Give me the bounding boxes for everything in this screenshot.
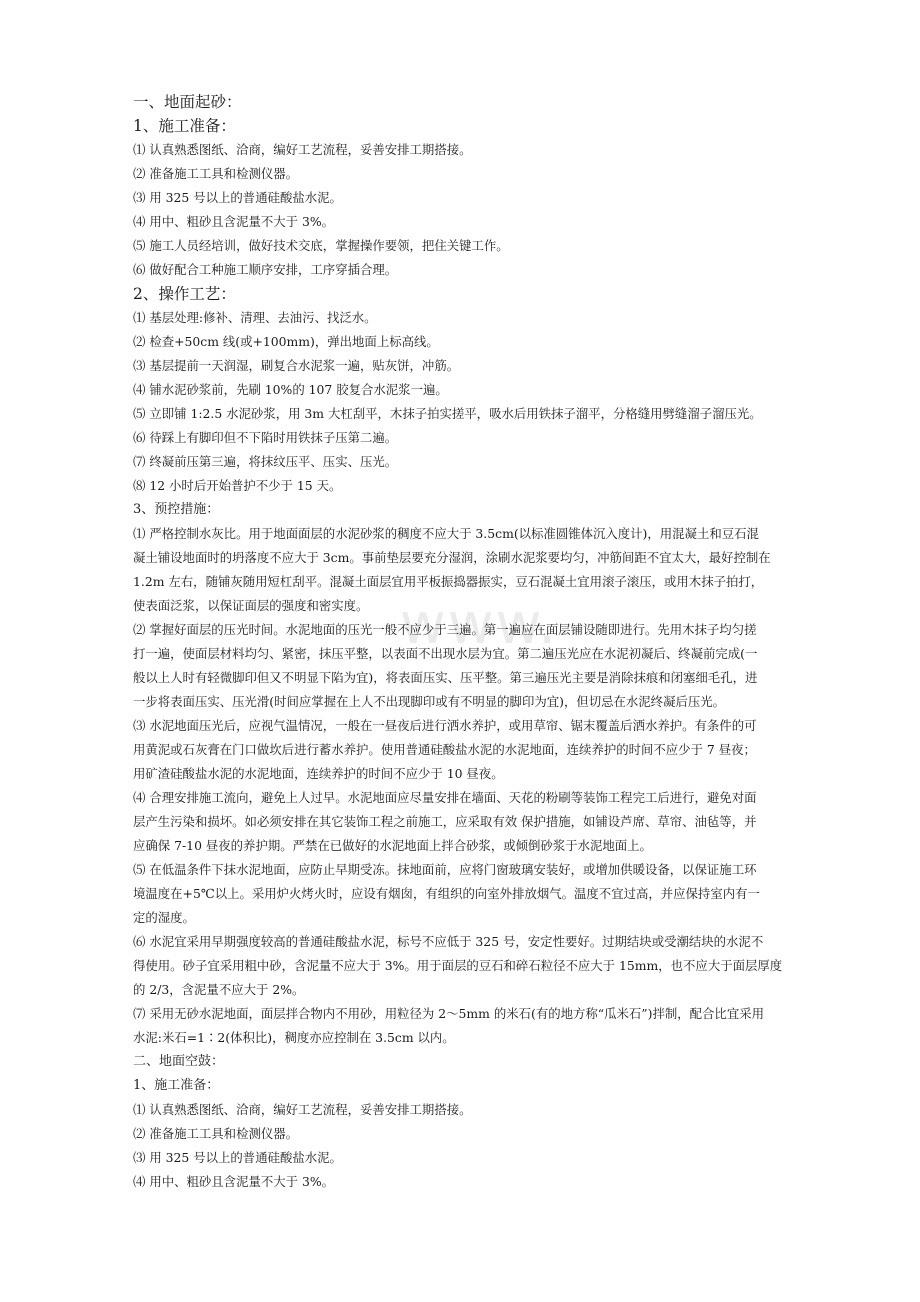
paragraph-line: 用黄泥或石灰膏在门口做坎后进行蓄水养护。使用普通硅酸盐水泥的水泥地面，连续养护的时间不应少于 7 昼夜； (133, 742, 756, 757)
paragraph-line: ⑺ 采用无砂水泥地面，面层拌合物内不用砂，用粒径为 2～5mm 的米石(有的地方称“瓜米石”)拌制，配合比宜采用 (133, 1006, 764, 1021)
paragraph-line: 使表面泛浆，以保证面层的强度和密实度。 (133, 598, 369, 613)
paragraph (133, 1002, 853, 1050)
list-item: ⑶ 用 325 号以上的普通硅酸盐水泥。 (133, 190, 342, 205)
paragraph-line: 凝土铺设地面时的坍落度不应大于 3cm。事前垫层要充分湿润，涂刷水泥浆要均匀，冲筋间距不宜太大，最好控制在 (133, 550, 771, 565)
section-1-prep-list (133, 138, 853, 282)
section-2-prep-title: 1、施工准备： (133, 1078, 220, 1093)
section-2-prep-list (133, 1098, 853, 1194)
list-item: ⑶ 基层提前一天润湿，刷复合水泥浆一遍，贴灰饼，冲筋。 (133, 358, 460, 373)
section-1-prevent-list (133, 522, 853, 1050)
list-item: ⑵ 准备施工工具和检测仪器。 (133, 1126, 299, 1141)
list-item: ⑵ 准备施工工具和检测仪器。 (133, 166, 299, 181)
list-item: ⑹ 做好配合工种施工顺序安排，工序穿插合理。 (133, 262, 398, 277)
list-item: ⑷ 用中、粗砂且含泥量不大于 3%。 (133, 214, 335, 229)
paragraph-line: 1.2m 左右，随铺灰随用短杠刮平。混凝土面层宜用平板振捣器振实，豆石混凝土宜用滚子滚压，或用木抹子拍打， (133, 574, 764, 589)
paragraph-line: 一步将表面压实、压光滑(时间应掌握在上人不出现脚印或有不明显的脚印为宜)，但切忌在水泥终凝后压光。 (133, 694, 726, 709)
paragraph-line: ⑶ 水泥地面压光后，应视气温情况，一般在一昼夜后进行洒水养护，或用草帘、锯末覆盖后洒水养护。有条件的可 (133, 718, 757, 733)
paragraph-line: 用矿渣硅酸盐水泥的水泥地面，连续养护的时间不应少于 10 昼夜。 (133, 766, 504, 781)
list-item: ⑷ 用中、粗砂且含泥量不大于 3%。 (133, 1174, 335, 1189)
section-1-process-list (133, 306, 853, 498)
section-2-title: 二、地面空鼓： (133, 1054, 225, 1069)
document-content (133, 90, 853, 1194)
paragraph-line: ⑹ 水泥宜采用早期强度较高的普通硅酸盐水泥，标号不应低于 325 号，安定性要好。过期结块或受潮结块的水泥不 (133, 934, 764, 949)
paragraph-line: ⑸ 在低温条件下抹水泥地面，应防止早期受冻。抹地面前，应将门窗玻璃安装好，或增加供暖设备，以保证施工环 (133, 862, 757, 877)
paragraph-line: 定的湿度。 (133, 910, 195, 925)
paragraph-line: ⑵ 掌握好面层的压光时间。水泥地面的压光一般不应少于三遍。第一遍应在面层铺设随即进行。先用木抹子均匀搓 (133, 622, 757, 637)
paragraph-line: 应确保 7-10 昼夜的养护期。严禁在已做好的水泥地面上拌合砂浆，或倾倒砂浆于水泥地面上。 (133, 838, 652, 853)
paragraph-line: ⑴ 严格控制水灰比。用于地面面层的水泥砂浆的稠度不应大于 3.5cm(以标准圆锥体沉入度计)，用混凝土和豆石混 (133, 526, 759, 541)
paragraph-line: 水泥:米石=1∶2(体积比)，稠度亦应控制在 3.5cm 以内。 (133, 1030, 455, 1045)
list-item: ⑵ 检查+50cm 线(或+100mm)，弹出地面上标高线。 (133, 334, 439, 349)
paragraph-line: ⑷ 合理安排施工流向，避免上人过早。水泥地面应尽量安排在墙面、天花的粉刷等装饰工程完工后进行，避免对面 (133, 790, 757, 805)
paragraph (133, 618, 853, 714)
paragraph-line: 境温度在+5℃以上。采用炉火烤火时，应设有烟囱，有组织的向室外排放烟气。温度不宜过高，并应保持室内有一 (133, 886, 760, 901)
section-1-prevent-title: 3、预控措施： (133, 502, 220, 517)
list-item: ⑸ 立即铺 1:2.5 水泥砂浆，用 3m 大杠刮平，木抹子拍实搓平，吸水后用铁抹子溜平，分格缝用劈缝溜子溜压光。 (133, 406, 762, 421)
paragraph-line: 得使用。砂子宜采用粗中砂，含泥量不应大于 3%。用于面层的豆石和碎石粒径不应大于 15mm，也不应大于面层厚度 (133, 958, 783, 973)
paragraph-line: 层产生污染和损坏。如必须安排在其它装饰工程之前施工，应采取有效 保护措施，如铺设芦席、草帘、油毡等，并 (133, 814, 757, 829)
list-item: ⑴ 认真熟悉图纸、洽商，编好工艺流程，妥善安排工期搭接。 (133, 142, 472, 157)
list-item: ⑻ 12 小时后开始普护不少于 15 天。 (133, 478, 342, 493)
paragraph (133, 714, 853, 786)
section-1-prep-title: 1、施工准备： (133, 117, 236, 135)
list-item: ⑹ 待踩上有脚印但不下陷时用铁抹子压第二遍。 (133, 430, 398, 445)
section-1-title: 一、地面起砂： (133, 93, 242, 111)
list-item: ⑷ 铺水泥砂浆前，先刷 10%的 107 胶复合水泥浆一遍。 (133, 382, 448, 397)
paragraph-line: 打一遍，使面层材料均匀、紧密，抹压平整，以表面不出现水层为宜。第二遍压光应在水泥初凝后、终凝前完成(一 (133, 646, 758, 661)
paragraph-line: 的 2/3，含泥量不应大于 2%。 (133, 982, 305, 997)
paragraph-line: 般以上人时有轻微脚印但又不明显下陷为宜)，将表面压实、压平整。第三遍压光主要是消除抹痕和闭塞细毛孔，进 (133, 670, 758, 685)
section-1-process-title: 2、操作工艺： (133, 285, 236, 303)
list-item: ⑺ 终凝前压第三遍，将抹纹压平、压实、压光。 (133, 454, 398, 469)
list-item: ⑴ 基层处理:修补、清理、去油污、找泛水。 (133, 310, 377, 325)
watermark: www. (400, 592, 559, 657)
paragraph (133, 930, 853, 1002)
list-item: ⑶ 用 325 号以上的普通硅酸盐水泥。 (133, 1150, 342, 1165)
list-item: ⑸ 施工人员经培训，做好技术交底，掌握操作要领，把住关键工作。 (133, 238, 509, 253)
paragraph (133, 786, 853, 858)
list-item: ⑴ 认真熟悉图纸、洽商，编好工艺流程，妥善安排工期搭接。 (133, 1102, 472, 1117)
paragraph (133, 522, 853, 618)
paragraph (133, 858, 853, 930)
